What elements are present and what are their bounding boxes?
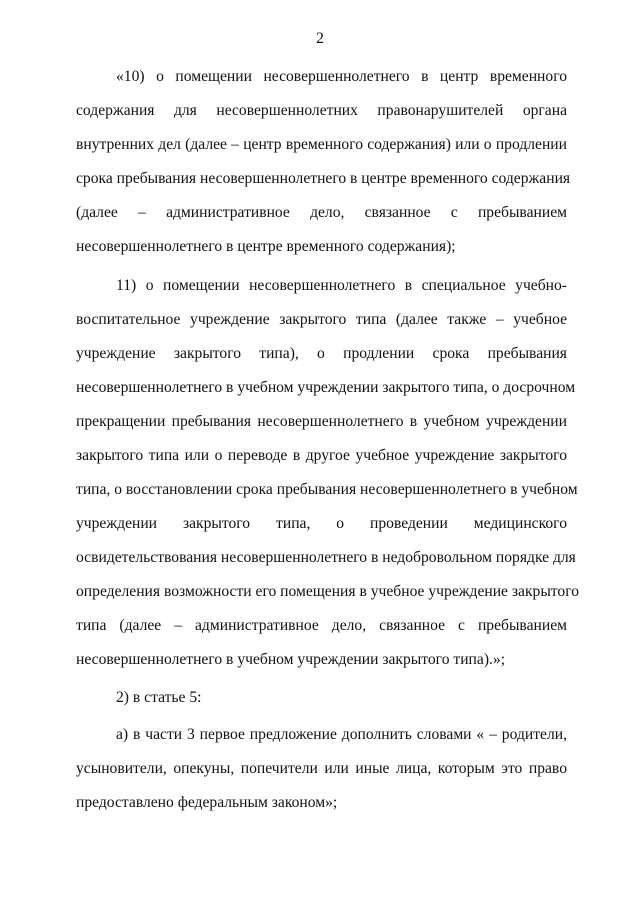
text-line: учреждение закрытого типа), о продлении срока пребывания bbox=[76, 345, 567, 362]
paragraph-item-2a bbox=[76, 718, 567, 820]
text-line: предоставлено федеральным законом»; bbox=[76, 794, 338, 811]
paragraph-item-11 bbox=[76, 269, 580, 677]
text-line: 2) в статье 5: bbox=[116, 689, 202, 706]
text-line: типа, о восстановлении срока пребывания несовершеннолетнего в учебном bbox=[76, 481, 578, 498]
text-line: (далее – административное дело, связанное с пребыванием bbox=[76, 204, 567, 221]
text-line: «10) о помещении несовершеннолетнего в центр временного bbox=[116, 68, 567, 85]
text-line: несовершеннолетнего в учебном учреждении закрытого типа).»; bbox=[76, 651, 506, 668]
text-line: а) в части 3 первое предложение дополнить словами « – родители, bbox=[116, 726, 567, 743]
text-line: прекращении пребывания несовершеннолетнего в учебном учреждении bbox=[76, 413, 567, 430]
text-line: 11) о помещении несовершеннолетнего в специальное учебно- bbox=[116, 277, 567, 294]
page-number: 2 bbox=[316, 30, 324, 47]
text-line: усыновители, опекуны, попечители или иные лица, которым это право bbox=[76, 760, 567, 777]
text-line: несовершеннолетнего в учебном учреждении закрытого типа, о досрочном bbox=[76, 379, 576, 396]
text-line: несовершеннолетнего в центре временного содержания); bbox=[76, 238, 456, 255]
text-line: воспитательное учреждение закрытого типа (далее также – учебное bbox=[76, 311, 567, 328]
text-line: учреждении закрытого типа, о проведении медицинского bbox=[76, 515, 567, 532]
text-line: внутренних дел (далее – центр временного содержания) или о продлении bbox=[76, 136, 567, 153]
text-line: срока пребывания несовершеннолетнего в центре временного содержания bbox=[76, 170, 571, 187]
paragraph-item-2 bbox=[76, 681, 567, 715]
text-line: определения возможности его помещения в учебное учреждение закрытого bbox=[76, 583, 580, 600]
text-line: закрытого типа или о переводе в другое учебное учреждение закрытого bbox=[76, 447, 567, 464]
text-line: освидетельствования несовершеннолетнего в недобровольном порядке для bbox=[76, 549, 576, 566]
text-line: содержания для несовершеннолетних правонарушителей органа bbox=[76, 102, 567, 119]
paragraph-item-10 bbox=[76, 60, 571, 264]
text-line: типа (далее – административное дело, связанное с пребыванием bbox=[76, 617, 567, 634]
